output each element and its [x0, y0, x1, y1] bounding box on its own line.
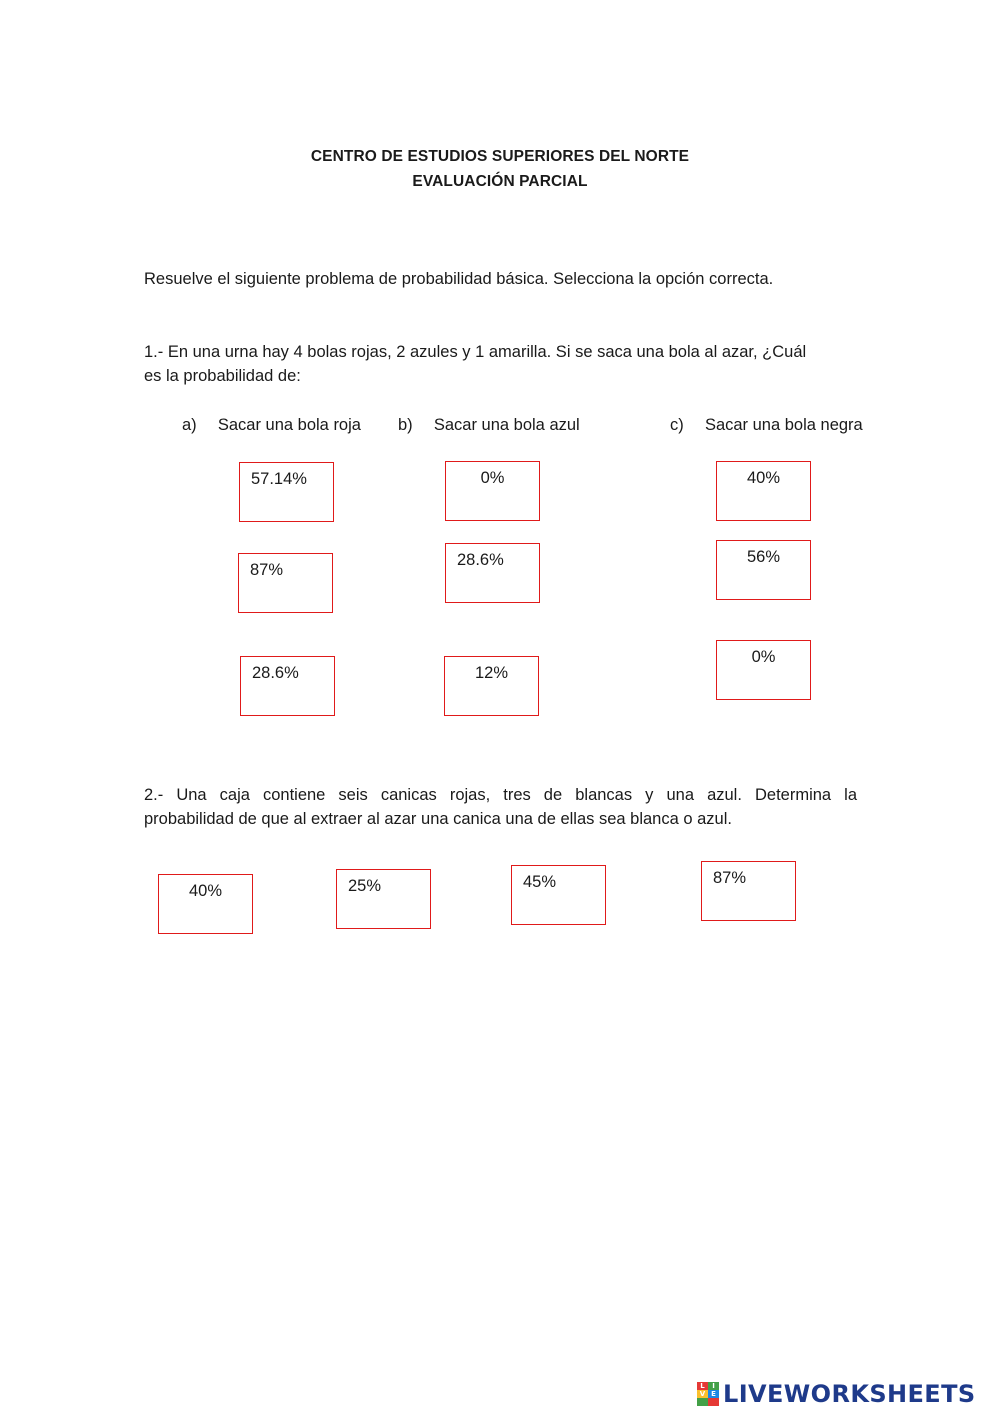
- answer-a-3: 28.6%: [252, 664, 299, 682]
- option-c-text: Sacar una bola negra: [704, 416, 863, 434]
- question1-line1: 1.- En una urna hay 4 bolas rojas, 2 azules y 1 amarilla. Si se saca una bola al azar, ¿Cuál: [144, 343, 807, 361]
- logo-letter-e: E: [708, 1390, 719, 1398]
- liveworksheets-brand: [697, 1380, 976, 1408]
- answer-b-3-box[interactable]: [444, 656, 539, 716]
- logo-letter-l: L: [697, 1382, 708, 1390]
- liveworksheets-logo-icon: [697, 1382, 719, 1406]
- option-c-letter: c): [670, 416, 684, 434]
- answer-q2-3: 45%: [523, 873, 557, 891]
- answer-b-3: 12%: [474, 664, 509, 682]
- answer-c-2: 56%: [746, 548, 781, 566]
- answer-b-1-box[interactable]: [445, 461, 540, 521]
- logo-letter-v: V: [697, 1390, 708, 1398]
- option-a-label: [182, 416, 361, 435]
- logo-cell: [697, 1398, 708, 1406]
- option-c-label: [670, 416, 863, 435]
- answer-a-1-box[interactable]: [239, 462, 334, 522]
- answer-q2-4-box[interactable]: [701, 861, 796, 921]
- answer-a-1: 57.14%: [251, 470, 307, 488]
- answer-c-3: 0%: [751, 648, 776, 666]
- answer-c-1-box[interactable]: [716, 461, 811, 521]
- answer-c-2-box[interactable]: [716, 540, 811, 600]
- instructions: Resuelve el siguiente problema de probabilidad básica. Selecciona la opción correcta.: [144, 270, 774, 288]
- brand-name: LIVEWORKSHEETS: [723, 1380, 976, 1408]
- exam-title: EVALUACIÓN PARCIAL: [412, 173, 588, 190]
- logo-letter-i: I: [708, 1382, 719, 1390]
- question2-line1: 2.- Una caja contiene seis canicas rojas, tres de blancas y una azul. Determina la: [144, 786, 857, 804]
- answer-c-1: 40%: [746, 469, 781, 487]
- answer-a-2: 87%: [250, 561, 284, 579]
- question1-line2: es la probabilidad de:: [144, 367, 301, 385]
- option-b-label: [398, 416, 580, 435]
- logo-cell: [708, 1398, 719, 1406]
- answer-q2-1-box[interactable]: [158, 874, 253, 934]
- answer-b-2: 28.6%: [457, 551, 504, 569]
- answer-a-2-box[interactable]: [238, 553, 333, 613]
- answer-b-1: 0%: [480, 469, 505, 487]
- answer-q2-4: 87%: [713, 869, 747, 887]
- answer-c-3-box[interactable]: [716, 640, 811, 700]
- question2-line2: probabilidad de que al extraer al azar una canica una de ellas sea blanca o azul.: [144, 810, 732, 828]
- option-a-letter: a): [182, 416, 197, 434]
- answer-b-2-box[interactable]: [445, 543, 540, 603]
- answer-q2-1: 40%: [188, 882, 223, 900]
- school-name: CENTRO DE ESTUDIOS SUPERIORES DEL NORTE: [310, 148, 690, 165]
- answer-q2-2: 25%: [348, 877, 382, 895]
- answer-q2-3-box[interactable]: [511, 865, 606, 925]
- option-b-letter: b): [398, 416, 413, 434]
- option-a-text: Sacar una bola roja: [217, 416, 361, 434]
- answer-q2-2-box[interactable]: [336, 869, 431, 929]
- answer-a-3-box[interactable]: [240, 656, 335, 716]
- option-b-text: Sacar una bola azul: [433, 416, 580, 434]
